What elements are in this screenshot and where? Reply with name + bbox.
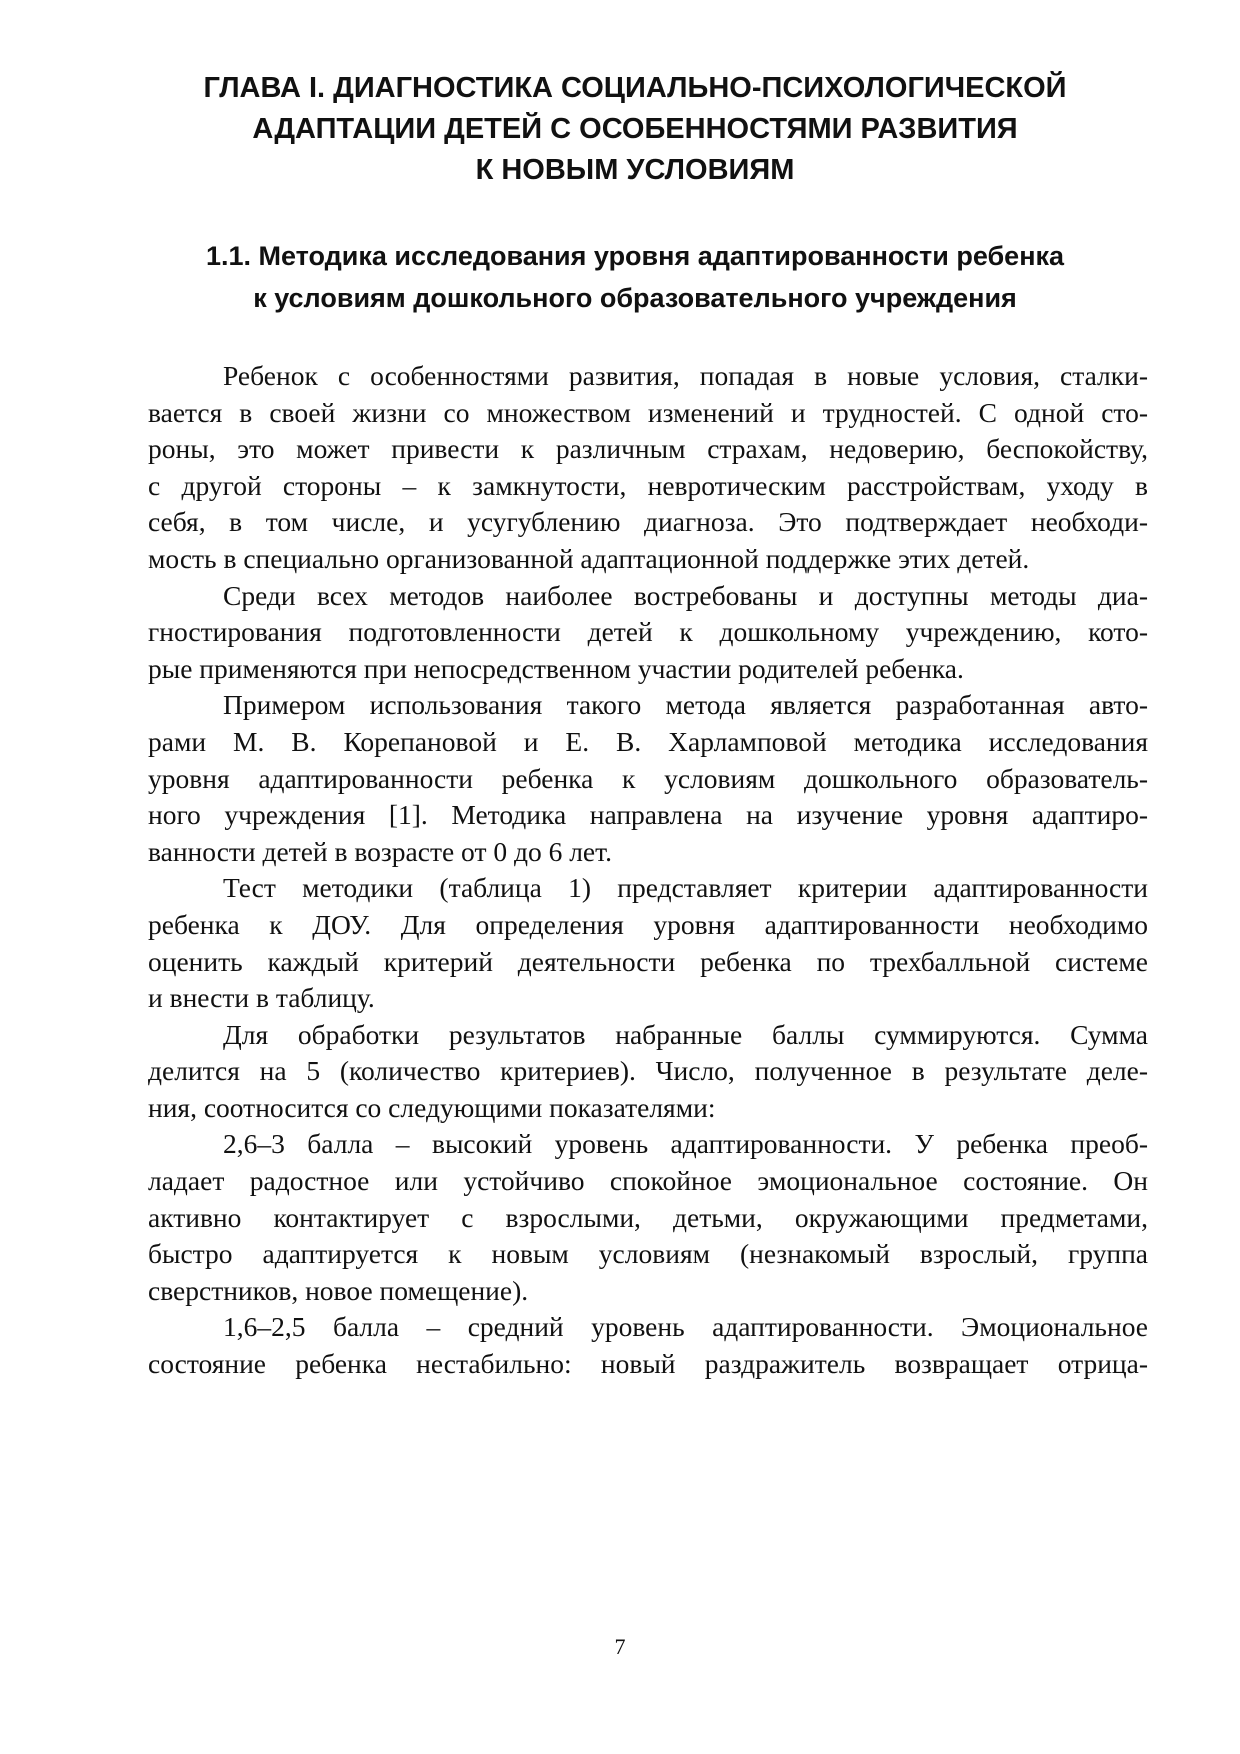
text-line: рами М. В. Корепановой и Е. В. Харламповой методика исследования [148,725,1148,757]
text-line: состояние ребенка нестабильно: новый раздражитель возвращает отрица- [148,1348,1148,1380]
text-line: ного учреждения [1]. Методика направлена на изучение уровня адаптиро- [148,799,1148,831]
chapter-title-line: ГЛАВА I. ДИАГНОСТИКА СОЦИАЛЬНО-ПСИХОЛОГИЧЕСКОЙ [203,72,1067,104]
text-line: ванности детей в возрасте от 0 до 6 лет. [148,835,612,867]
text-line: быстро адаптируется к новым условиям (незнакомый взрослый, группа [148,1238,1148,1270]
text-line: гностирования подготовленности детей к дошкольному учреждению, кото- [148,616,1148,648]
chapter-title [150,68,1120,191]
text-line: и внести в таблицу. [148,982,375,1014]
section-title [150,235,1120,319]
text-line: Тест методики (таблица 1) представляет критерии адаптированности [223,872,1148,904]
text-line: сверстников, новое помещение). [148,1274,529,1306]
text-line: рые применяются при непосредственном участии родителей ребенка. [148,652,964,684]
text-line: делится на 5 (количество критериев). Число, полученное в результате деле- [148,1055,1148,1087]
chapter-title-line: К НОВЫМ УСЛОВИЯМ [475,154,795,186]
text-line: роны, это может привести к различным страхам, недоверию, беспокойству, [148,433,1148,465]
text-line: 1,6–2,5 балла – средний уровень адаптированности. Эмоциональное [223,1311,1148,1343]
section-title-line: 1.1. Методика исследования уровня адаптированности ребенка [205,241,1065,271]
text-line: вается в своей жизни со множеством изменений и трудностей. С одной сто- [148,396,1148,428]
text-line: с другой стороны – к замкнутости, невротическим расстройствам, уходу в [148,469,1148,501]
text-line: мость в специально организованной адаптационной поддержке этих детей. [148,542,1030,574]
text-line: ребенка к ДОУ. Для определения уровня адаптированности необходимо [148,908,1148,940]
text-line: себя, в том числе, и усугублению диагноза. Это подтверждает необходи- [148,506,1148,538]
text-line: активно контактирует с взрослыми, детьми, окружающими предметами, [148,1201,1148,1233]
page-number: 7 [614,1634,626,1659]
text-line: ния, соотносится со следующими показателями: [148,1091,716,1123]
text-line: Примером использования такого метода является разработанная авто- [223,689,1148,721]
text-line: оценить каждый критерий деятельности ребенка по трехбалльной системе [148,945,1148,977]
text-line: Среди всех методов наиболее востребованы и доступны методы диа- [223,579,1148,611]
text-line: Ребенок с особенностями развития, попадая в новые условия, сталки- [223,360,1148,391]
body-text [148,358,1148,1383]
section-title-line: к условиям дошкольного образовательного учреждения [253,283,1017,313]
text-line: уровня адаптированности ребенка к условиям дошкольного образователь- [148,762,1148,794]
text-line: ладает радостное или устойчиво спокойное эмоциональное состояние. Он [148,1165,1148,1197]
chapter-title-line: АДАПТАЦИИ ДЕТЕЙ С ОСОБЕННОСТЯМИ РАЗВИТИЯ [252,113,1018,145]
text-line: Для обработки результатов набранные баллы суммируются. Сумма [223,1018,1148,1050]
text-line: 2,6–3 балла – высокий уровень адаптированности. У ребенка преоб- [223,1128,1148,1160]
